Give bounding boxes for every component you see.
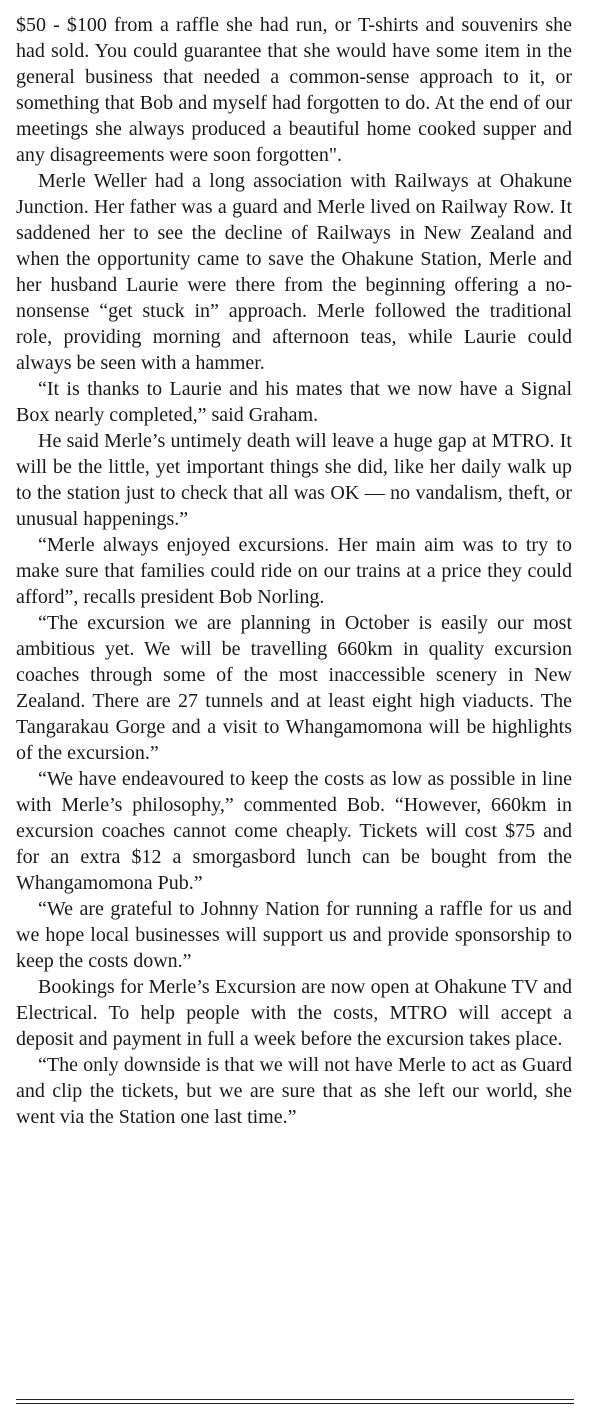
article-paragraph: “The excursion we are planning in October is easily our most ambitious yet. We will be travelling 660km in quality excursion coaches through some of the most inaccessible scenery in New Zealand. There are 27 tunnels and at least eight high viaducts. The Tangarakau Gorge and a visit to Whangamomona will be highlights of the excursion.” xyxy=(16,612,572,764)
article-paragraph: “We have endeavoured to keep the costs as low as possible in line with Merle’s philosophy,” commented Bob. “However, 660km in excursion coaches cannot come cheaply. Tickets will cost $75 and for an extra $12 a smorgasbord lunch can be bought from the Whangamomona Pub.” xyxy=(16,768,572,894)
end-rule-top xyxy=(16,1399,574,1400)
article-paragraph: $50 - $100 from a raffle she had run, or T-shirts and souvenirs she had sold. You could guarantee that she would have some item in the general business that needed a common-sense approach to it, or something that Bob and myself had forgotten to do. At the end of our meetings she always produced a beautiful home cooked supper and any disagreements were soon forgotten". xyxy=(16,14,572,166)
end-rule-bottom xyxy=(16,1403,574,1404)
article-paragraph: “Merle always enjoyed excursions. Her main aim was to try to make sure that families could ride on our trains at a price they could afford”, recalls president Bob Norling. xyxy=(16,534,572,608)
article-column xyxy=(16,12,572,1130)
article-paragraph: He said Merle’s untimely death will leave a huge gap at MTRO. It will be the little, yet important things she did, like her daily walk up to the station just to check that all was OK — no vandalism, theft, or unusual happenings.” xyxy=(16,430,572,530)
article-paragraph: “It is thanks to Laurie and his mates that we now have a Signal Box nearly completed,” said Graham. xyxy=(16,378,572,426)
article-paragraph: Bookings for Merle’s Excursion are now open at Ohakune TV and Electrical. To help people with the costs, MTRO will accept a deposit and payment in full a week before the excursion takes place. xyxy=(16,976,572,1050)
article-paragraph: Merle Weller had a long association with Railways at Ohakune Junction. Her father was a guard and Merle lived on Railway Row. It saddened her to see the decline of Railways in New Zealand and when the opportunity came to save the Ohakune Station, Merle and her husband Laurie were there from the beginning offering a no-nonsense “get stuck in” approach. Merle followed the traditional role, providing morning and afternoon teas, while Laurie could always be seen with a hammer. xyxy=(16,170,572,374)
article-paragraph: “We are grateful to Johnny Nation for running a raffle for us and we hope local businesses will support us and provide sponsorship to keep the costs down.” xyxy=(16,898,572,972)
article-paragraph: “The only downside is that we will not have Merle to act as Guard and clip the tickets, but we are sure that as she left our world, she went via the Station one last time.” xyxy=(16,1054,572,1128)
